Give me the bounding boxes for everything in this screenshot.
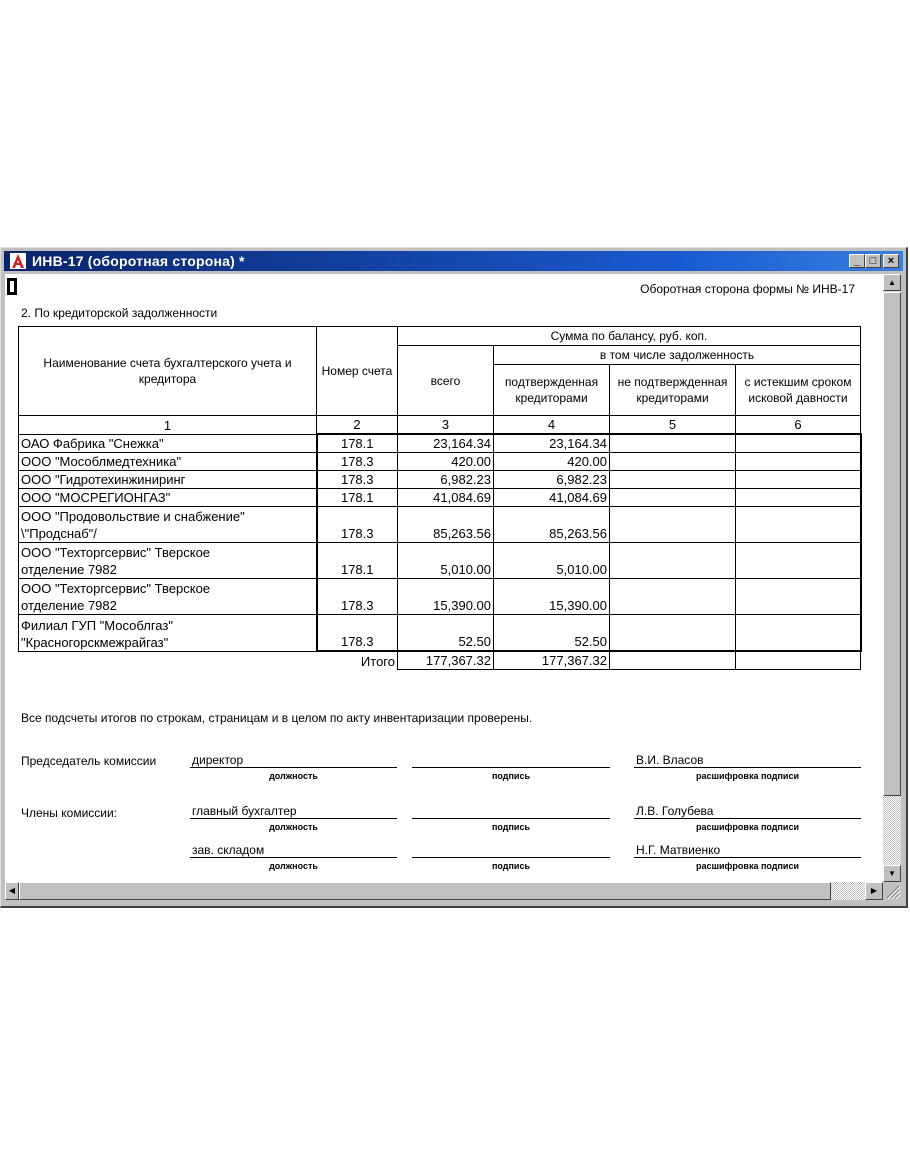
document-area [5,274,883,882]
signature-caption: подпись [491,771,531,781]
account-number[interactable]: 178.3 [317,579,398,615]
table-row [19,507,861,543]
cell-cursor [8,279,16,294]
amount-expired[interactable] [736,489,861,507]
amount-expired[interactable] [736,434,861,453]
position-caption: должность [269,771,318,781]
horizontal-scroll-thumb[interactable] [19,882,831,900]
signature-caption: подпись [491,822,531,832]
account-number[interactable]: 178.1 [317,434,398,453]
amount-total[interactable]: 6,982.23 [398,471,494,489]
column-number: 3 [398,416,494,435]
header-including: в том числе задолженность [494,346,861,365]
window-title: ИНВ-17 (оборотная сторона) * [32,253,245,269]
member2-signature-field[interactable] [412,842,610,858]
amount-total[interactable]: 15,390.00 [398,579,494,615]
account-number[interactable]: 178.3 [317,507,398,543]
amount-total[interactable]: 5,010.00 [398,543,494,579]
totals-unconfirmed [610,651,736,670]
amount-unconfirmed[interactable] [610,507,736,543]
creditor-name[interactable]: ООО "Мособлмедтехника" [19,453,317,471]
position-caption: должность [269,822,318,832]
creditor-name[interactable]: ООО "Гидротехинжиниринг [19,471,317,489]
totals-expired [736,651,861,670]
creditor-name[interactable]: ООО "Техторгсервис" Тверское отделение 7982 [19,579,317,615]
vertical-scrollbar[interactable] [883,274,901,882]
horizontal-scrollbar[interactable] [5,882,883,900]
members-label: Члены комиссии: [21,806,118,820]
amount-expired[interactable] [736,615,861,652]
creditor-name[interactable]: ООО "Продовольствие и снабжение" \"Продснаб"/ [19,507,317,543]
close-button[interactable] [883,254,899,268]
maximize-button[interactable] [865,254,881,268]
signature-caption: подпись [491,861,531,871]
totals-confirmed: 177,367.32 [494,651,610,670]
scroll-down-button[interactable] [883,865,901,882]
table-row [19,615,861,652]
column-number: 2 [317,416,398,435]
column-number: 5 [610,416,736,435]
member2-name-field[interactable]: Н.Г. Матвиенко [634,842,861,858]
member2-position-field[interactable]: зав. складом [190,842,397,858]
amount-unconfirmed[interactable] [610,489,736,507]
amount-total[interactable]: 420.00 [398,453,494,471]
position-caption: должность [269,861,318,871]
amount-expired[interactable] [736,471,861,489]
amount-confirmed[interactable]: 41,084.69 [494,489,610,507]
account-number[interactable]: 178.3 [317,615,398,652]
app-form-icon [10,253,26,269]
account-number[interactable]: 178.1 [317,543,398,579]
amount-unconfirmed[interactable] [610,543,736,579]
amount-total[interactable]: 85,263.56 [398,507,494,543]
header-sum-group: Сумма по балансу, руб. коп. [398,327,861,346]
member1-name-field[interactable]: Л.В. Голубева [634,803,861,819]
amount-unconfirmed[interactable] [610,434,736,453]
chairman-name-field[interactable]: В.И. Власов [634,752,861,768]
header-confirmed: подтвержденная кредиторами [494,365,610,416]
table-row [19,543,861,579]
column-number: 6 [736,416,861,435]
payables-table [18,326,862,670]
verification-statement: Все подсчеты итогов по строкам, страницам и в целом по акту инвентаризации проверены. [21,711,533,725]
document-window [0,247,908,908]
minimize-icon: _ [853,255,861,267]
amount-confirmed[interactable]: 5,010.00 [494,543,610,579]
header-name: Наименование счета бухгалтерского учета и кредитора [19,327,317,416]
title-bar[interactable] [4,251,903,271]
member1-position-field[interactable]: главный бухгалтер [190,803,397,819]
amount-unconfirmed[interactable] [610,453,736,471]
minimize-button[interactable] [849,254,865,268]
amount-unconfirmed[interactable] [610,615,736,652]
chairman-label: Председатель комиссии [21,754,157,768]
amount-confirmed[interactable]: 23,164.34 [494,434,610,453]
column-number: 1 [19,416,317,435]
amount-total[interactable]: 52.50 [398,615,494,652]
creditor-name[interactable]: ООО "Техторгсервис" Тверское отделение 7982 [19,543,317,579]
header-total: всего [398,346,494,416]
header-expired: с истекшим сроком исковой давности [736,365,861,416]
arrow-left-icon: ◀ [8,886,16,895]
scroll-up-button[interactable] [883,274,901,291]
totals-total: 177,367.32 [398,651,494,670]
amount-confirmed[interactable]: 420.00 [494,453,610,471]
totals-spacer [19,651,317,670]
form-reference: Оборотная сторона формы № ИНВ-17 [640,282,855,296]
creditor-name[interactable]: ОАО Фабрика "Снежка" [19,434,317,453]
chairman-position-field[interactable]: директор [190,752,397,768]
totals-row [19,651,861,670]
account-number[interactable]: 178.3 [317,471,398,489]
table-row [19,453,861,471]
chairman-signature-field[interactable] [412,752,610,768]
arrow-down-icon: ▼ [888,869,896,878]
amount-confirmed[interactable]: 52.50 [494,615,610,652]
maximize-icon: □ [869,255,877,267]
amount-total[interactable]: 41,084.69 [398,489,494,507]
arrow-right-icon: ▶ [870,886,878,895]
scroll-right-button[interactable] [865,882,883,900]
name-caption: расшифровка подписи [696,771,799,781]
close-icon: × [887,255,895,267]
account-number[interactable]: 178.3 [317,453,398,471]
header-account: Номер счета [317,327,398,416]
arrow-up-icon: ▲ [888,278,896,287]
amount-expired[interactable] [736,507,861,543]
table-row [19,434,861,453]
amount-confirmed[interactable]: 85,263.56 [494,507,610,543]
amount-expired[interactable] [736,543,861,579]
resize-grip-icon[interactable] [883,882,901,900]
creditor-name[interactable]: ООО "МОСРЕГИОНГАЗ" [19,489,317,507]
amount-expired[interactable] [736,453,861,471]
amount-expired[interactable] [736,579,861,615]
member1-signature-field[interactable] [412,803,610,819]
name-caption: расшифровка подписи [696,822,799,832]
section-title: 2. По кредиторской задолженности [21,306,218,320]
amount-confirmed[interactable]: 6,982.23 [494,471,610,489]
name-caption: расшифровка подписи [696,861,799,871]
table-row [19,471,861,489]
amount-total[interactable]: 23,164.34 [398,434,494,453]
totals-label: Итого [360,653,395,669]
amount-confirmed[interactable]: 15,390.00 [494,579,610,615]
amount-unconfirmed[interactable] [610,471,736,489]
vertical-scroll-thumb[interactable] [883,292,901,796]
column-number: 4 [494,416,610,435]
creditor-name[interactable]: Филиал ГУП "Мособлгаз" "Красногорскмежрайгаз" [19,615,317,652]
account-number[interactable]: 178.1 [317,489,398,507]
amount-unconfirmed[interactable] [610,579,736,615]
header-unconfirmed: не подтвержденная кредиторами [610,365,736,416]
table-row [19,579,861,615]
scroll-left-button[interactable] [5,882,19,900]
table-row [19,489,861,507]
